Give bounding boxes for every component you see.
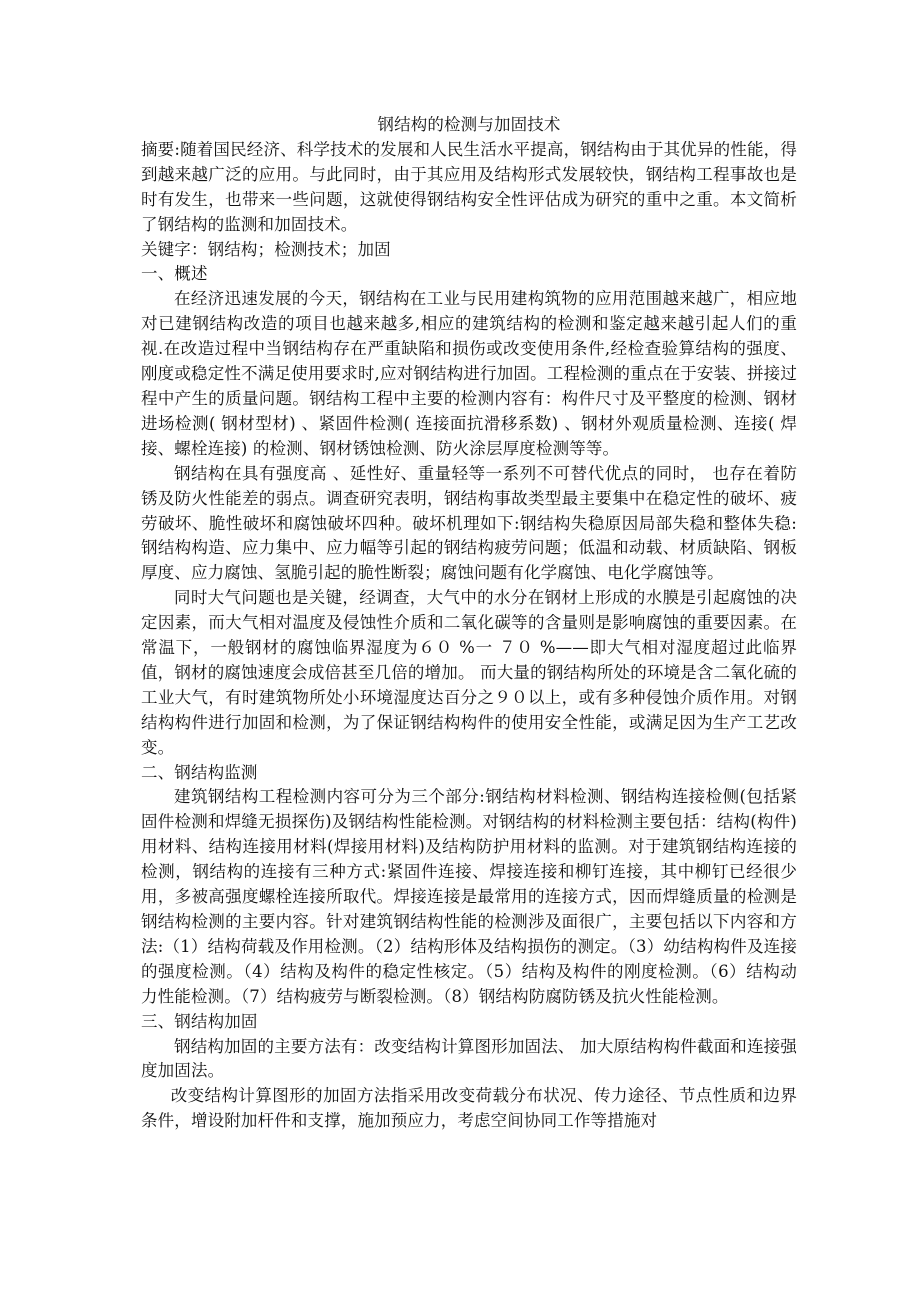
abstract-text: 随着国民经济、科学技术的发展和人民生活水平提高，钢结构由于其优异的性能，得到越来越广泛的应用。与此同时，由于其应用及结构形式发展较快，钢结构工程事故也是时有发生，也带来一些问题，这就使得钢结构安全性评估成为研究的重中之重。本文简析了钢结构的监测和加固技术。 <box>141 139 797 234</box>
paragraph: 钢结构加固的主要方法有：改变结构计算图形加固法、 加大原结构构件截面和连接强度加固法。 <box>141 1036 797 1081</box>
section-heading-monitoring: 二、钢结构监测 <box>141 762 258 782</box>
paragraph: 钢结构在具有强度高 、延性好、重量轻等一系列不可替代优点的同时， 也存在着防锈及防火性能差的弱点。调查研究表明，钢结构事故类型最主要集中在稳定性的破坏、疲劳破坏、脆性破坏和腐蚀破坏四种。破坏机理如下:钢结构失稳原因局部失稳和整体失稳:钢结构构造、应力集中、应力幅等引起的钢结构疲劳问题；低温和动载、材质缺陷、钢板厚度、应力腐蚀、氢脆引起的脆性断裂；腐蚀问题有化学腐蚀、电化学腐蚀等。 <box>141 463 797 583</box>
document-body <box>141 113 797 1134</box>
abstract-label: 摘要: <box>141 139 181 159</box>
keywords: 关键字：钢结构；检测技术；加固 <box>141 239 391 259</box>
paragraph: 同时大气问题也是关键，经调查，大气中的水分在钢材上形成的水膜是引起腐蚀的决定因素，而大气相对温度及侵蚀性介质和二氧化碳等的含量则是影响腐蚀的重要因素。在常温下，一般钢材的腐蚀临界湿度为６０ %一 ７０ %——即大气相对湿度超过此临界值，钢材的腐蚀速度会成倍甚至几倍的增加。 而大量的钢结构所处的环境是含二氧化硫的工业大气，有时建筑物所处小环境湿度达百分之９０以上，或有多种侵蚀介质作用。对钢结构构件进行加固和检测，为了保证钢结构构件的使用安全性能，或满足因为生产工艺改变。 <box>141 588 797 757</box>
paragraph: 建筑钢结构工程检测内容可分为三个部分:钢结构材料检测、钢结构连接检侧(包括紧固件检测和焊缝无损探伤)及钢结构性能检测。对钢结构的材料检测主要包括：结构(构件)用材料、结构连接用材料(焊接用材料)及结构防护用材料的监测。对于建筑钢结构连接的检测，钢结构的连接有三种方式:紧固件连接、焊接连接和柳钉连接，其中柳钉已经很少用，多被高强度螺栓连接所取代。焊接连接是最常用的连接方式，因而焊缝质量的检测是钢结构检测的主要内容。针对建筑钢结构性能的检测涉及面很广，主要包括以下内容和方法:（1）结构荷载及作用检测。（2）结构形体及结构损伤的测定。（3）幼结构构件及连接的强度检测。（4）结构及构件的稳定性核定。（5）结构及构件的刚度检测。（6）结构动力性能检测。（7）结构疲劳与断裂检测。（8）钢结构防腐防锈及抗火性能检测。 <box>141 787 797 1006</box>
abstract <box>141 138 797 238</box>
paragraph: 在经济迅速发展的今天，钢结构在工业与民用建构筑物的应用范围越来越广，相应地对已建钢结构改造的项目也越来越多,相应的建筑结构的检测和鉴定越来越引起人们的重视.在改造过程中当钢结构存在严重缺陷和损伤或改变使用条件,经检查验算结构的强度、刚度或稳定性不满足使用要求时,应对钢结构进行加固。工程检测的重点在于安装、拼接过程中产生的质量问题。钢结构工程中主要的检测内容有：构件尺寸及平整度的检测、钢材进场检测( 钢材型材) 、紧固件检测( 连接面抗滑移系数) 、钢材外观质量检测、连接( 焊接、螺栓连接) 的检测、钢材锈蚀检测、防火涂层厚度检测等等。 <box>141 289 797 458</box>
section-heading-overview: 一、概述 <box>141 264 208 284</box>
paragraph: 改变结构计算图形的加固方法指采用改变荷载分布状况、传力途径、节点性质和边界条件，增设附加杆件和支撑，施加预应力，考虑空间协同工作等措施对 <box>141 1086 797 1131</box>
document-title: 钢结构的检测与加固技术 <box>377 115 561 134</box>
section-heading-reinforcement: 三、钢结构加固 <box>141 1011 258 1031</box>
